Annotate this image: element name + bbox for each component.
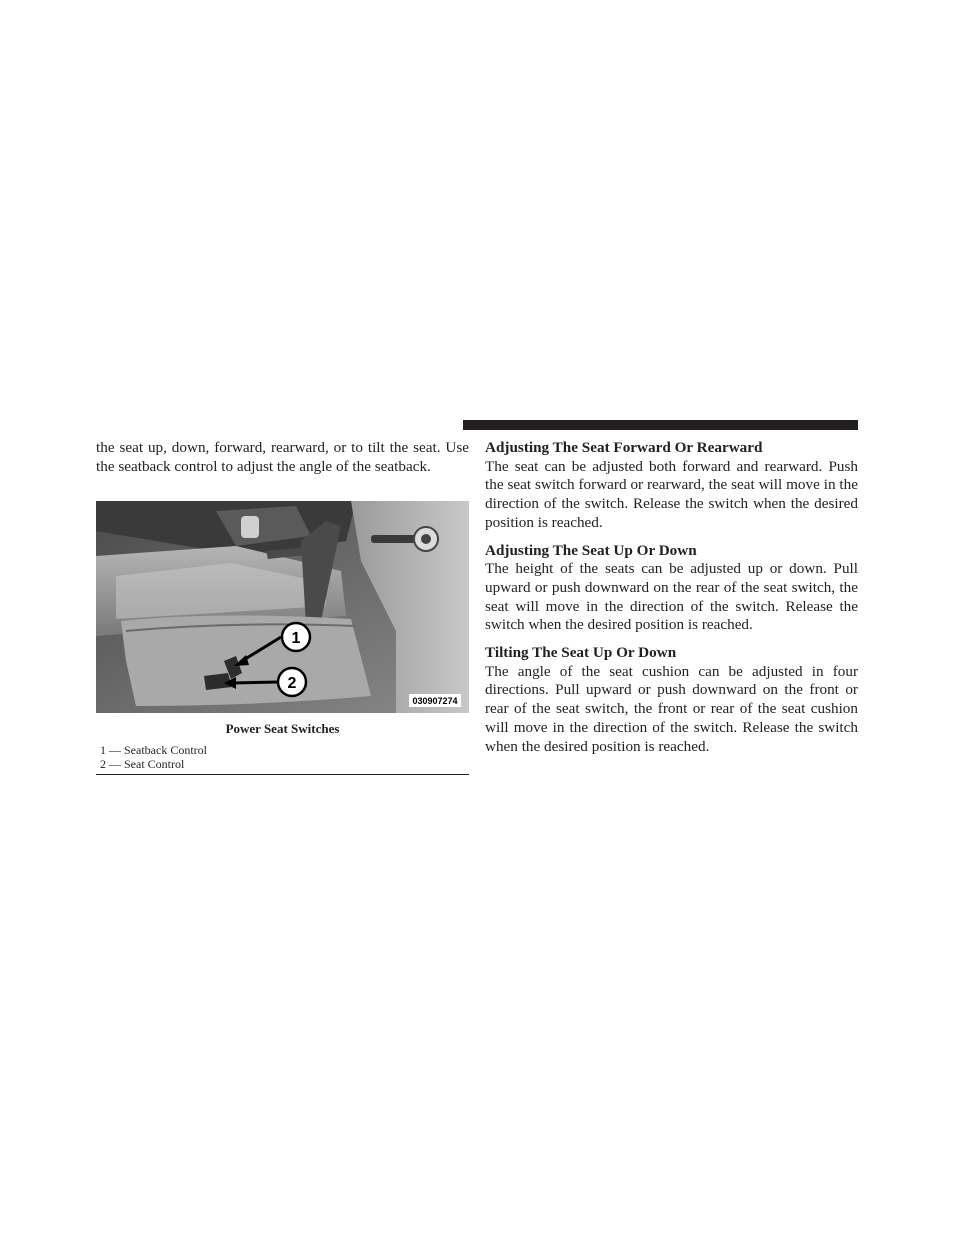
section-up-down	[485, 542, 858, 636]
intro-paragraph: the seat up, down, forward, rearward, or to tilt the seat. Use the seatback control to adjust the angle of the seatback.	[96, 439, 469, 475]
callout-1-label: 1	[291, 630, 301, 647]
section-heading: Adjusting The Seat Up Or Down	[485, 541, 697, 559]
section-header-bar	[463, 420, 858, 430]
section-text: The height of the seats can be adjusted up or down. Pull upward or push downward on the rear of the seat switch, the seat will move in the direction of the switch. Release the switch when the desired position is reached.	[485, 560, 858, 634]
figure-bottom-rule	[96, 774, 469, 775]
legend-item-seat-control: 2 — Seat Control	[100, 757, 185, 771]
section-tilting	[485, 644, 858, 756]
legend-item-seatback-control: 1 — Seatback Control	[100, 743, 207, 757]
section-heading: Tilting The Seat Up Or Down	[485, 644, 677, 662]
section-text: The seat can be adjusted both forward and rearward. Push the seat switch forward or rearward, the seat will move in the direction of the switch. Release the switch when the desired position is reached.	[485, 457, 858, 531]
section-text: The angle of the seat cushion can be adjusted in four directions. Pull upward or push downward on the front or rear of the seat switch, the front or rear of the seat cushion will move in the direction of the switch. Release the switch when the desired position is reached.	[485, 662, 858, 755]
figure-caption: Power Seat Switches	[225, 721, 340, 736]
section-heading: Adjusting The Seat Forward Or Rearward	[485, 439, 763, 456]
power-seat-figure	[96, 501, 469, 775]
callout-1	[282, 623, 310, 651]
image-code: 030907274	[412, 696, 458, 706]
callout-2	[278, 668, 306, 696]
callout-2-label: 2	[287, 675, 297, 692]
section-forward-rearward	[485, 439, 858, 533]
power-seat-switches-photo	[96, 501, 469, 713]
figure-legend	[96, 743, 469, 771]
right-column	[485, 439, 858, 765]
left-column	[96, 439, 469, 476]
